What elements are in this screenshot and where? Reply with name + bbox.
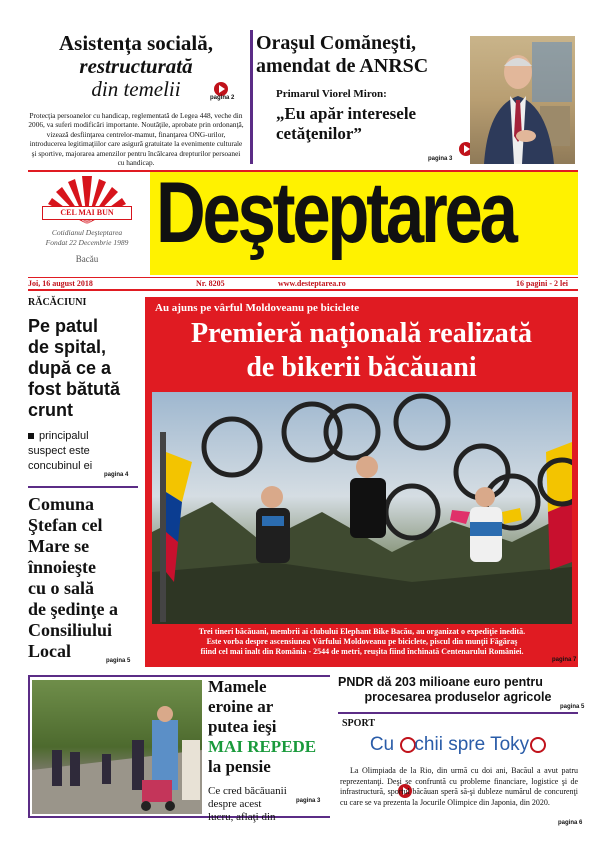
masthead-logo-box[interactable] [28, 172, 146, 277]
issue-number: Nr. 8205 [196, 279, 225, 288]
masthead-tagline-2: Fondat 22 Decembrie 1989 [45, 238, 129, 247]
story2-line-8: Local [28, 641, 71, 661]
story2-line-4: înnoieşte [28, 557, 97, 577]
pndr-title-1: PNDR dă 203 milioane euro pentru [338, 675, 543, 689]
masthead-title-box[interactable] [150, 165, 578, 275]
bikers-illustration [152, 392, 572, 624]
top-right-title-1: Oraşul Comăneşti, [256, 32, 416, 54]
lead-caption-1: Trei tineri băcăuani, membrii ai clubului Elephant Bike Bacău, au organizat o expediţie inedită. [198, 627, 526, 636]
mothers-body-2: despre acest [208, 798, 262, 810]
story2-page-ref[interactable]: pagina 5 [106, 658, 131, 664]
story1-line-1: Pe patul [28, 316, 99, 336]
lead-caption-3: fiind cel mai înalt din România - 2544 de metri, reuşita fiind închinată Centenarului României. [200, 647, 524, 656]
mothers-page-ref[interactable]: pagina 3 [296, 798, 321, 804]
mothers-photo [32, 680, 202, 814]
top-right-page-ref[interactable]: pagina 3 [428, 156, 453, 162]
mothers-body-1: Ce cred băcăuanii [208, 785, 287, 797]
website-link[interactable]: www.desteptarea.ro [278, 279, 346, 288]
story1-sub-3: concubinul ei [28, 460, 93, 472]
left-story-1[interactable] [28, 316, 140, 474]
left-divider [28, 486, 138, 488]
story2-line-1: Comuna [28, 494, 95, 514]
lead-photo [152, 392, 572, 624]
mothers-body [208, 785, 330, 824]
story2-line-3: Mare se [28, 536, 90, 556]
mothers-title-1: Mamele [208, 677, 267, 696]
date-bar [28, 279, 578, 291]
issue-date: Joi, 16 august 2018 [28, 279, 93, 288]
sport-title-a: Cu [369, 734, 395, 755]
story1-sub-2: suspect este [28, 445, 90, 457]
lead-caption-2: Este vorba despre ascensiunea Vârfului Moldoveanu pe biciclete, piscul din munţii Făgăraş [206, 637, 518, 646]
story2-line-7: Consiliului [28, 620, 113, 640]
eye-icon-2 [530, 737, 546, 753]
story1-sub [28, 429, 140, 474]
pndr-story[interactable] [338, 675, 578, 705]
top-left-title-3: din temelii [91, 77, 181, 101]
sunburst-logo-icon [28, 172, 146, 232]
sport-label: SPORT [342, 718, 375, 729]
top-left-body: Protecţia persoanelor cu handicap, reglementată de Legea 448, veche din 2006, va suferi modificări importante. Noutăţile, aprobate prin ordonanţă, vizează desfiinţarea centrelor-mamut, finanţarea ONG-urilor, introducerea legitimaţiilor care asigură gratuitate la evenimente culturale şi sportive, majorarea amenzilor pentru încălcarea drepturilor persoanei cu handicap. [28, 111, 244, 168]
lead-title-2: de bikerii băcăuani [246, 352, 477, 383]
top-right-quote-2: cetăţenilor” [276, 124, 362, 143]
story2-line-5: cu o sală [28, 578, 95, 598]
top-right-quote-1: „Eu apăr interesele [276, 104, 417, 123]
left-story-2[interactable] [28, 494, 144, 662]
lead-page-ref[interactable]: pagina 7 [552, 657, 577, 663]
mothers-body-3: lucru, aflaţi din [208, 811, 276, 823]
mayor-photo-illustration [470, 36, 575, 164]
top-right-subtitle: Primarul Viorel Miron: [276, 88, 387, 100]
top-divider [250, 30, 253, 164]
story1-line-3: după ce a [28, 358, 112, 378]
sport-title-b: chii spre Toky [414, 734, 530, 755]
story1-page-ref[interactable]: pagina 4 [104, 472, 129, 478]
story2-line-6: de şedinţe a [28, 599, 118, 619]
top-right-title-2: amendat de ANRSC [256, 55, 429, 77]
lead-kicker: Au ajuns pe vârful Moldoveanu pe biciclete [155, 302, 360, 314]
story1-line-4: fost bătută [28, 379, 120, 399]
top-left-page-ref[interactable]: pagina 2 [210, 95, 235, 101]
pndr-page-ref[interactable]: pagina 5 [560, 704, 585, 710]
top-left-title-1: Asistența socială, [59, 31, 213, 55]
story2-line-2: Ştefan cel [28, 515, 103, 535]
masthead-tagline-1: Cotidianul Deşteptarea [51, 228, 123, 237]
top-left-title-2: restructurată [79, 54, 193, 78]
top-right-story[interactable] [256, 32, 466, 162]
pages-price: 16 pagini - 2 lei [515, 279, 568, 288]
lead-caption [150, 627, 574, 657]
masthead-badge: CEL MAI BUN [42, 206, 132, 220]
sport-page-ref[interactable]: pagina 6 [558, 820, 583, 826]
mothers-title-2: eroine ar [208, 697, 274, 716]
sport-divider [338, 712, 578, 714]
story1-line-2: de spital, [28, 337, 107, 357]
sport-body: La Olimpiada de la Rio, din urmă cu doi ani, Bacăul a avut patru reprezentanţi. Deşi se confruntă cu probleme financiare, logistice şi de infrastructură, sportul băcăuan speră să-şi dubleze numărul de concurenţi cu care se va prezenta la Jocurile Olimpice din Japonia, din 2020. [340, 766, 578, 807]
mothers-highlight: MAI REPEDE [208, 737, 317, 756]
mothers-title-end: la pensie [208, 757, 271, 776]
park-illustration [32, 680, 202, 814]
mayor-photo [470, 36, 575, 164]
pndr-title-2: procesarea produselor agricole [364, 690, 552, 704]
masthead-title: Deşteptarea [156, 165, 515, 261]
story1-sub-1: principalul [39, 430, 89, 442]
masthead-city: Bacău [75, 254, 99, 264]
lead-title-1: Premieră naţională realizată [190, 318, 533, 349]
bullet-icon [28, 433, 34, 439]
story1-line-5: crunt [28, 400, 73, 420]
mothers-title-3: putea ieşi [208, 717, 277, 736]
left-section-label: RĂCĂCIUNI [28, 297, 87, 308]
sport-title[interactable] [338, 734, 578, 756]
